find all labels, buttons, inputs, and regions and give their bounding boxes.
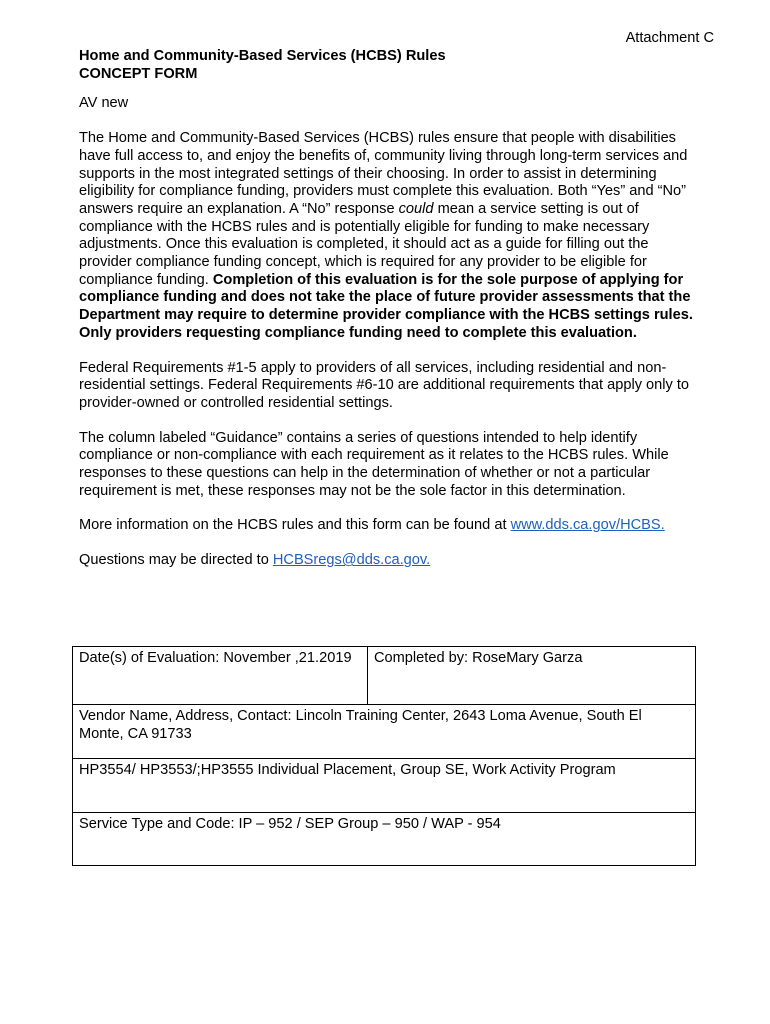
federal-requirements-paragraph: Federal Requirements #1-5 apply to providers of all services, including residential and non-residential settings. Federal Requirements #6-10 are additional requirements that apply only to provider-owned or controlled residential settings. [79, 359, 690, 411]
intro-text-2: mean a service setting is out of compliance with the HCBS rules and is potentially eligible for funding to make necessary adjustments. Once this evaluation is completed, it should act as a guide for filling out the provider compliance funding concept, which is required for any provider to be eligible for compliance funding. [79, 200, 650, 288]
intro-bold-statement: Completion of this evaluation is for the sole purpose of applying for compliance funding and does not take the place of future provider assessments that the Department may require to determine provider compliance with the HCBS settings rules. Only providers requesting compliance funding need to complete this evaluation. [79, 271, 693, 341]
document-subtitle: CONCEPT FORM [79, 65, 198, 82]
questions-paragraph [79, 552, 699, 570]
document-body [79, 48, 699, 570]
attachment-label: Attachment C [625, 30, 714, 46]
more-info-paragraph [79, 517, 699, 535]
hcbs-website-link[interactable]: www.dds.ca.gov/HCBS. [510, 517, 665, 534]
service-type-cell[interactable]: Service Type and Code: IP – 952 / SEP Group – 950 / WAP - 954 [73, 813, 696, 866]
vendor-info-cell[interactable]: Vendor Name, Address, Contact: Lincoln Training Center, 2643 Loma Avenue, South El Monte, CA 91733 [73, 705, 696, 759]
table-row [73, 647, 696, 705]
questions-text: Questions may be directed to [79, 552, 273, 569]
guidance-paragraph: The column labeled “Guidance” contains a series of questions intended to help identify compliance or non-compliance with each requirement as it relates to the HCBS rules. While responses to these questions can help in the determination of whether or not a particular requirement is met, these responses may not be the sole factor in this determination. [79, 429, 669, 499]
table-row [73, 705, 696, 759]
evaluation-info-table [72, 646, 696, 866]
program-codes-cell[interactable]: HP3554/ HP3553/;HP3555 Individual Placement, Group SE, Work Activity Program [73, 759, 696, 813]
version-note: AV new [79, 95, 129, 112]
more-info-text: More information on the HCBS rules and this form can be found at [79, 517, 511, 534]
table-row [73, 813, 696, 866]
table-row [73, 759, 696, 813]
evaluation-dates-cell[interactable]: Date(s) of Evaluation: November ,21.2019 [73, 647, 368, 705]
hcbs-email-link[interactable]: HCBSregs@dds.ca.gov. [272, 552, 431, 569]
intro-text-1: The Home and Community-Based Services (HCBS) rules ensure that people with disabilities have full access to, and enjoy the benefits of, community living through long-term services and supports in the most integrated settings of their choosing. In order to assist in determining eligibility for compliance funding, providers must complete this evaluation. Both “Yes” and “No” answers require an explanation. A “No” response [79, 130, 688, 217]
completed-by-cell[interactable]: Completed by: RoseMary Garza [368, 647, 696, 705]
intro-italic-word: could [398, 200, 434, 217]
document-title: Home and Community-Based Services (HCBS) Rules [79, 48, 446, 64]
intro-paragraph [79, 130, 699, 342]
